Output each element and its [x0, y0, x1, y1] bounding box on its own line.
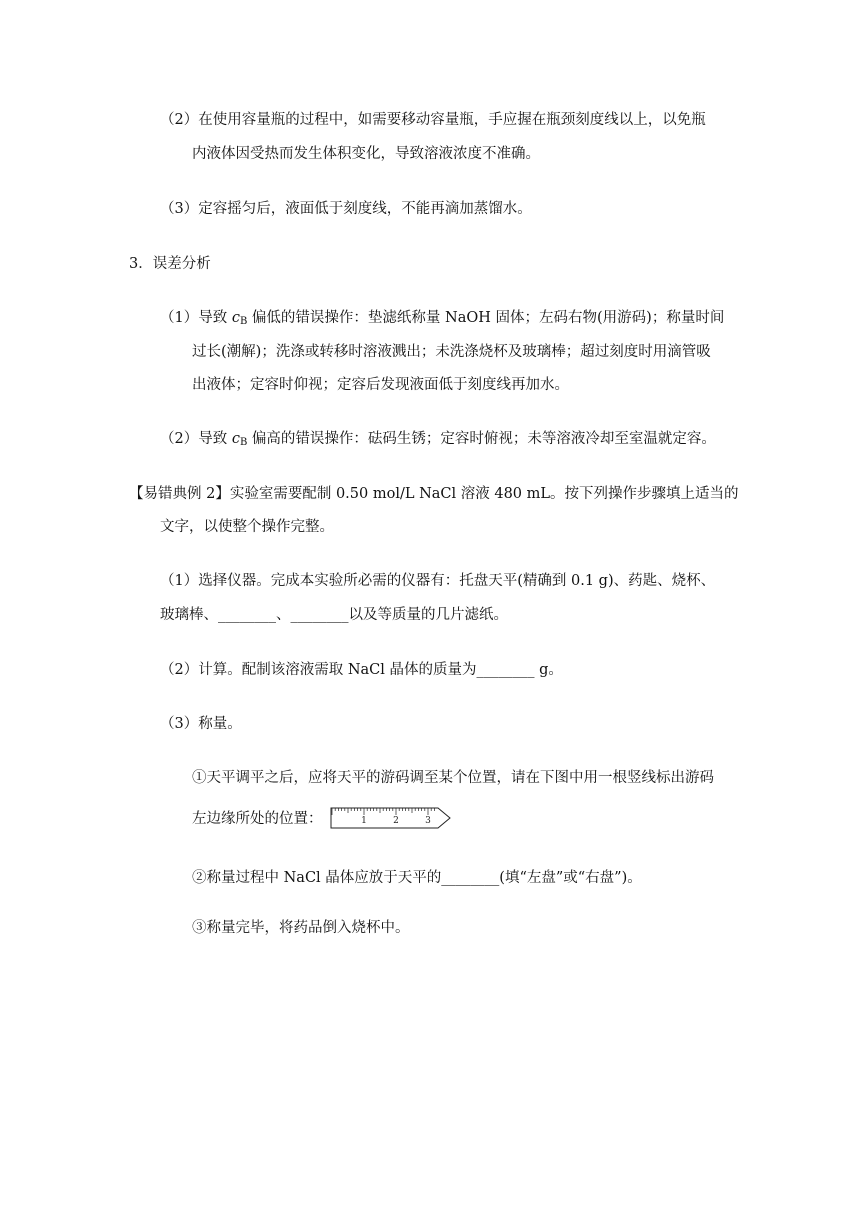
section3-heading: 3．误差分析 — [129, 256, 211, 272]
error-low-line1 — [160, 308, 724, 328]
error-low-line2: 过长(潮解)；洗涤或转移时溶液溅出；未洗涤烧杯及玻璃棒；超过刻度时用滴管吸 — [192, 344, 711, 360]
ruler-label-3: 3 — [425, 816, 431, 826]
error-high-line — [160, 429, 716, 449]
error-low-text: 偏低的错误操作：垫滤纸称量 NaOH 固体；左码右物(用游码)；称量时间 — [247, 310, 725, 326]
concentration-subscript: B — [239, 316, 248, 327]
section2-item2-line1: （2）在使用容量瓶的过程中，如需要移动容量瓶，手应握在瓶颈刻度线以上，以免瓶 — [160, 112, 706, 128]
concentration-symbol: c — [231, 310, 240, 326]
ruler-label-2: 2 — [393, 816, 399, 826]
error-high-text: 偏高的错误操作：砝码生锈；定容时俯视；未等溶液冷却至室温就定容。 — [247, 431, 716, 447]
concentration-symbol: c — [231, 431, 240, 447]
question3-sub1-line2: 左边缘所处的位置： — [192, 811, 323, 827]
section2-item2-line2: 内液体因受热而发生体积变化，导致溶液浓度不准确。 — [192, 146, 540, 162]
ruler-label-1: 1 — [361, 816, 367, 826]
ruler-figure — [330, 806, 452, 830]
question3-sub1-line1: ①天平调平之后，应将天平的游码调至某个位置，请在下图中用一根竖线标出游码 — [192, 770, 714, 786]
error-low-prefix: （1）导致 — [160, 310, 232, 326]
question3: （3）称量。 — [160, 716, 242, 732]
question2: （2）计算。配制该溶液需取 NaCl 晶体的质量为________ g。 — [160, 662, 563, 678]
question1-line1: （1）选择仪器。完成本实验所必需的仪器有：托盘天平(精确到 0.1 g)、药匙、烧杯、 — [160, 573, 716, 589]
error-high-prefix: （2）导致 — [160, 431, 232, 447]
error-low-line3: 出液体；定容时仰视；定容后发现液面低于刻度线再加水。 — [192, 377, 569, 393]
example-title-line1: 【易错典例 2】实验室需要配制 0.50 mol/L NaCl 溶液 480 mL。按下列操作步骤填上适当的 — [129, 486, 739, 502]
question3-sub3: ③称量完毕，将药品倒入烧杯中。 — [192, 920, 410, 936]
ruler-outline — [331, 808, 450, 828]
concentration-subscript: B — [239, 437, 248, 448]
section2-item3: （3）定容摇匀后，液面低于刻度线，不能再滴加蒸馏水。 — [160, 201, 532, 217]
example-title-line2: 文字，以使整个操作完整。 — [160, 519, 334, 535]
question1-line2: 玻璃棒、________、________以及等质量的几片滤纸。 — [160, 607, 508, 623]
question3-sub2: ②称量过程中 NaCl 晶体应放于天平的________(填“左盘”或“右盘”)。 — [192, 870, 642, 886]
